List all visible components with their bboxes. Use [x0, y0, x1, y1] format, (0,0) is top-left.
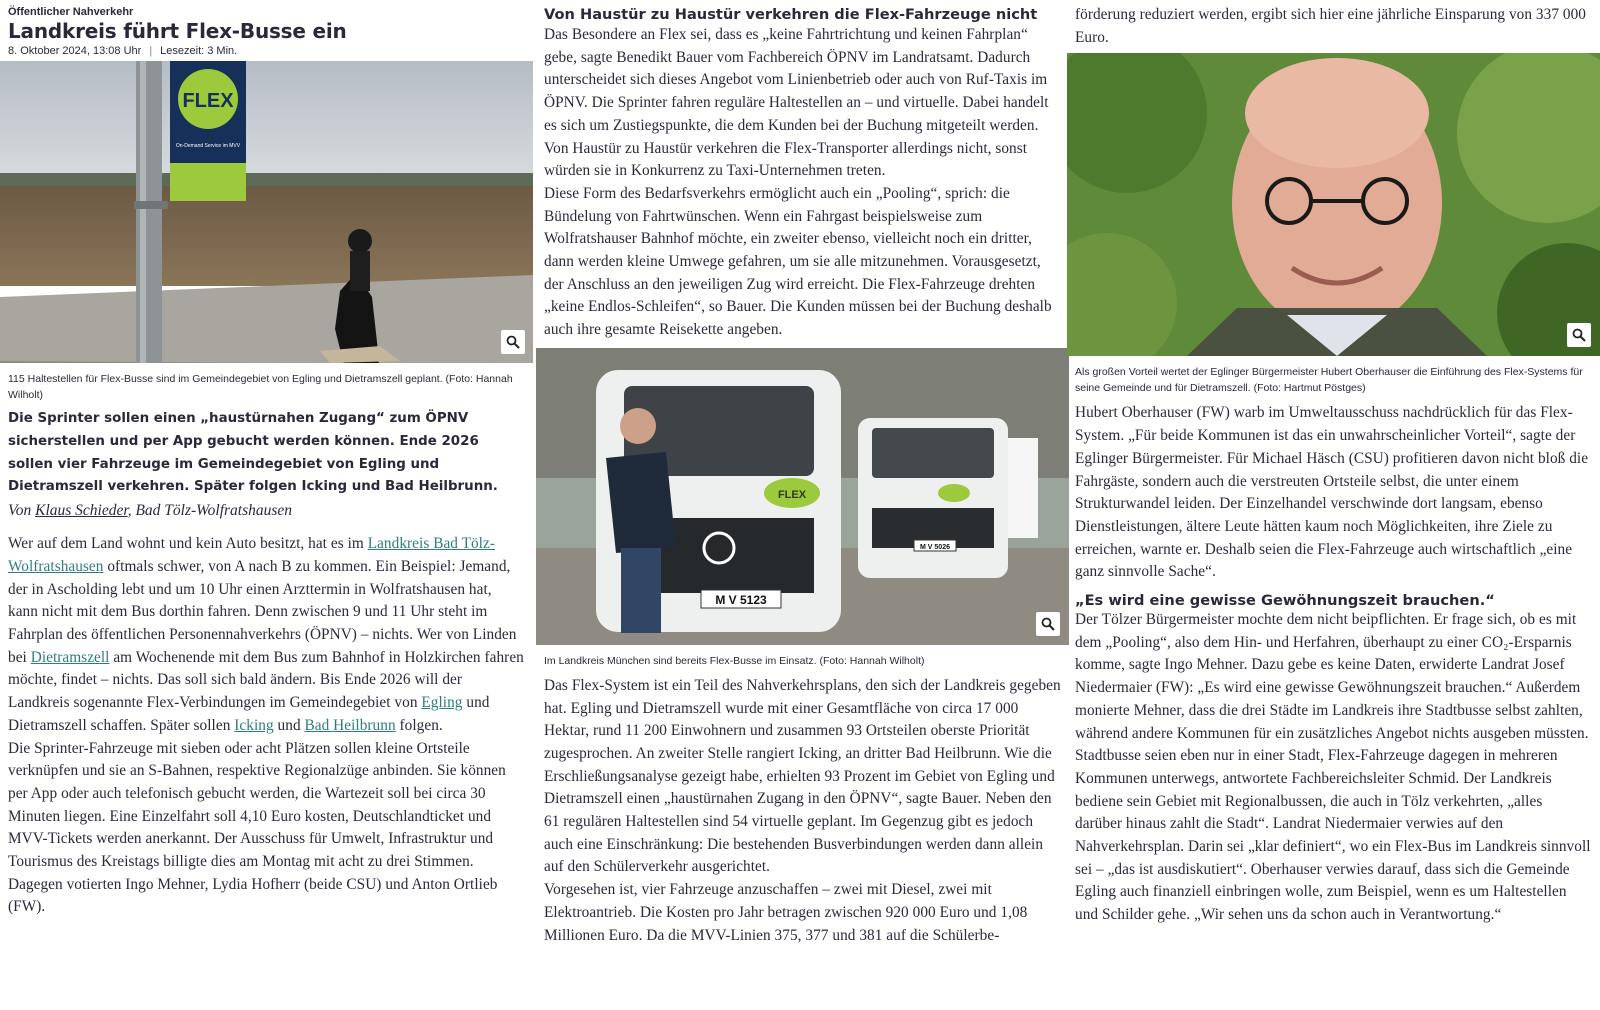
- paragraph: Diese Form des Bedarfsverkehrs ermöglicht auch ein „Pooling“, sprich: die Bündelung von Fahrtwünschen. Wenn ein Fahrgast beispielsweise zum Wolfratshauser Bahnhof möchte, ein zweiter ebenso, vielleicht noch ein dritter, dann werden kleine Umwege gefahren, um sie alle mitzunehmen. Vorausgesetzt, der Anschluss an den jeweiligen Zug wird erreicht. Die Flex-Fahrzeuge drehten „keine Endlos-Schleifen“, so Bauer. Die Kunden müssen bei der Buchung deshalb auch ihre gesamte Reisekette angeben.: [544, 184, 1052, 339]
- paragraph: Hubert Oberhauser (FW) warb im Umweltausschuss nachdrücklich für das Flex-System. „Für beide Kommunen ist das ein unwahrscheinlicher Vorteil“, sagte der Eglinger Bürgermeister. Für Michael Häsch (CSU) profitieren davon nicht bloß die Fahrgäste, sondern auch die verstreuten Ortsteile selbst, die unter einem Strukturwandel leiden. Der Einzelhandel verschwinde dort langsam, ebenso Dienstleistungen, ältere Leute hätten kaum noch Möglichkeiten, ihre Ziele zu erreichen, warnte er. Deshalb seien die Flex-Fahrzeuge auch wirtschaftlich „eine ganz sinnvolle Sache“.: [1075, 404, 1589, 581]
- reading-time: Lesezeit: 3 Min.: [160, 45, 238, 57]
- paragraph: förderung reduziert werden, ergibt sich hier eine jährliche Einsparung von 337 000 Euro.: [1075, 6, 1586, 46]
- bus-stop-scene: [0, 61, 533, 363]
- article-meta: [8, 45, 533, 57]
- paragraph: Der Tölzer Bürgermeister mochte dem nicht beipflichten. Er frage sich, ob es mit dem „Pooling“, also dem Hin- und Herfahren, überhaupt zu einer CO₂-Ersparnis komme, sagte Ingo Mehner. Dazu gebe es keine Daten, erwiderte Landrat Josef Niedermaier (FW): „Es wird eine gewisse Gewöhnungszeit brauchen.“ Außerdem monierte Mehner, dass die drei Städte im Landkreis ihre Stadtbusse selbst zahlten, während andere Kommunen für ein zusätzliches Angebot nichts ausgeben müssten.: [1075, 611, 1589, 742]
- article-title: Landkreis führt Flex-Busse ein: [8, 19, 347, 43]
- flex-sign-text: FLEX: [182, 90, 234, 112]
- magnifier-icon: [506, 335, 520, 349]
- link-icking[interactable]: Icking: [234, 716, 274, 734]
- zoom-button[interactable]: [501, 330, 525, 354]
- column-right: [1067, 0, 1600, 1010]
- magnifier-icon: [1041, 617, 1055, 631]
- van-plate-1: M V 5123: [715, 592, 767, 607]
- author-link[interactable]: Klaus Schieder: [35, 502, 128, 520]
- van-flex-logo: FLEX: [777, 488, 807, 501]
- photo-caption: Im Landkreis München sind bereits Flex-Busse im Einsatz. (Foto: Hannah Wilholt): [544, 654, 925, 667]
- byline-prefix: Von: [8, 502, 36, 520]
- article-date: 8. Oktober 2024, 13:08 Uhr: [8, 45, 142, 57]
- magnifier-icon: [1572, 328, 1586, 342]
- byline: [8, 502, 525, 520]
- paragraph: Vorgesehen ist, vier Fahrzeuge anzuschaffen – zwei mit Diesel, zwei mit Elektroantrieb. Die Kosten pro Jahr betragen zwischen 920 000 Euro und 1,08 Millionen Euro. Da die MVV-Linien 375, 377 und 381 auf die Schülerbe-: [544, 881, 1028, 944]
- link-egling[interactable]: Egling: [421, 694, 463, 712]
- zoom-button[interactable]: [1567, 323, 1591, 347]
- link-bad-heilbrunn[interactable]: Bad Heilbrunn: [304, 716, 396, 734]
- paragraph: Wer auf dem Land wohnt und kein Auto besitzt, hat es im Landkreis Bad Tölz-Wolfratshausen oftmals schwer, von A nach B zu kommen. Ein Beispiel: Jemand, der in Ascholding lebt und um 10 Uhr einen Arzttermin in Wolfratshausen hat, kann nicht mit dem Bus dorthin fahren. Denn zwischen 9 und 11 Uhr steht im Fahrplan des öffentlichen Personennahverkehrs (ÖPNV) – nichts. Wer von Linden bei Dietramszell am Wochenende mit dem Bus zum Bahnhof in Holzkirchen fahren möchte, findet – nichts. Das soll sich bald ändern. Bis Ende 2026 will der Landkreis sogenannte Flex-Verbindungen im Gemeindegebiet von Egling und Dietramszell schaffen. Später sollen Icking und Bad Heilbrunn folgen.: [8, 535, 524, 734]
- link-dietramszell[interactable]: Dietramszell: [30, 648, 110, 666]
- byline-region: , Bad Tölz-Wolfratshausen: [127, 502, 293, 520]
- zoom-button[interactable]: [1036, 612, 1060, 636]
- flex-vans-scene: [536, 348, 1069, 645]
- link-landkreis[interactable]: Landkreis Bad Tölz-Wolfratshausen: [8, 535, 495, 575]
- paragraph: Die Sprinter-Fahrzeuge mit sieben oder acht Plätzen sollen kleine Ortsteile verknüpfen und sie an S-Bahnen, respektive Regionalzüge anbinden. Sie können per App oder auch telefonisch gebucht werden, die Wartezeit soll bei circa 30 Minuten liegen. Eine Einzelfahrt soll 4,10 Euro kosten, Deutschlandticket und MVV-Tickets werden anerkannt. Der Ausschuss für Umwelt, Infrastruktur und Tourismus des Kreistags billigte dies am Montag mit acht zu drei Stimmen. Dagegen votierten Ingo Mehner, Lydia Hofherr (beide CSU) und Anton Ortlieb (FW).: [8, 739, 506, 916]
- photo-bus-stop[interactable]: [0, 61, 533, 363]
- meta-separator: |: [149, 45, 153, 57]
- photo-flex-vans[interactable]: [536, 348, 1069, 645]
- article-lead: Die Sprinter sollen einen „haustürnahen Zugang“ zum ÖPNV sicherstellen und per App gebucht werden können. Ende 2026 sollen vier Fahrzeuge im Gemeindegebiet von Egling und Dietramszell verkehren. Später folgen Icking und Bad Heilbrunn.: [8, 411, 498, 495]
- photo-oberhauser[interactable]: [1067, 53, 1600, 356]
- photo-caption: Als großen Vorteil wertet der Eglinger Bürgermeister Hubert Oberhauser die Einführung des Flex-Systems für seine Gemeinde und für Dietramszell. (Foto: Hartmut Pöstges): [1075, 366, 1583, 395]
- paragraph: Das Besondere an Flex sei, dass es „keine Fahrtrichtung und keinen Fahrplan“ gebe, sagte Benedikt Bauer vom Fachbereich ÖPNV im Landratsamt. Dadurch unterscheidet sich dieses Angebot vom Linienbetrieb oder auch von Ruf-Taxis im ÖPNV. Die Sprinter fahren reguläre Haltestellen an – und virtuelle. Dabei handelt es sich um Zustiegspunkte, die dem Kunden bei der Buchung mitgeteilt werden. Von Haustür zu Haustür verkehren die Flex-Transporter allerdings nicht, sonst würden sie in Konkurrenz zu Taxi-Unternehmen treten.: [544, 26, 1049, 180]
- van-plate-2: M V 5026: [920, 543, 950, 551]
- paragraph: Das Flex-System ist ein Teil des Nahverkehrsplans, den sich der Landkreis gegeben hat. Egling und Dietramszell wurde mit einer Gesamtfläche von circa 17 000 Hektar, rund 11 200 Einwohnern und zusammen 93 Ortsteilen oberste Priorität zugesprochen. An zweiter Stelle rangiert Icking, an dritter Bad Heilbrunn. Wie die Erschließungsanalyse gezeigt habe, erhielten 93 Prozent im Gebiet von Egling und Dietramszell einen „haustürnahen Zugang in den ÖPNV“, sagte Bauer. Neben den 61 regulären Haltestellen sind 54 virtuelle geplant. Im Gegenzug gibt es jedoch auch eine Einschränkung: Die bestehenden Busverbindungen werden dann allein auf den Schülerverkehr ausgerichtet.: [544, 676, 1061, 876]
- article-kicker: Öffentlicher Nahverkehr: [8, 6, 134, 18]
- photo-caption: 115 Haltestellen für Flex-Busse sind im Gemeindegebiet von Egling und Dietramszell geplant. (Foto: Hannah Wilholt): [8, 373, 513, 401]
- flex-sign-subtext: On-Demand Service im MVV: [175, 143, 241, 149]
- section-subhead: „Es wird eine gewisse Gewöhnungszeit brauchen.“: [1075, 592, 1495, 610]
- column-left: [0, 0, 533, 1010]
- paragraph: Stadtbusse seien eben nur in einer Stadt, Flex-Fahrzeuge dagegen in mehreren Kommunen unterwegs, antwortete Fachbereichsleiter Schmid. Der Landkreis bediene sein Gebiet mit Regionalbussen, die auch in Tölz verkehrten, „alles darüber hinaus zahlt die Stadt“. Landrat Niedermaier verwies auf den Nahverkehrsplan. Darin sei „klar definiert“, wo ein Flex-Bus im Landkreis sinnvoll sei – „das ist ausdiskutiert“. Oberhauser verwies darauf, dass sich die Gemeinde Egling auch finanziell einbringen wolle, zum Beispiel, wenn es um Haltestellen und Schilder gehe. „Wir sehen uns da schon auch in Verantwortung.“: [1075, 747, 1591, 924]
- section-subhead: Von Haustür zu Haustür verkehren die Flex-Fahrzeuge nicht: [544, 6, 1038, 23]
- portrait-scene: [1067, 53, 1600, 356]
- column-middle: [536, 0, 1069, 1010]
